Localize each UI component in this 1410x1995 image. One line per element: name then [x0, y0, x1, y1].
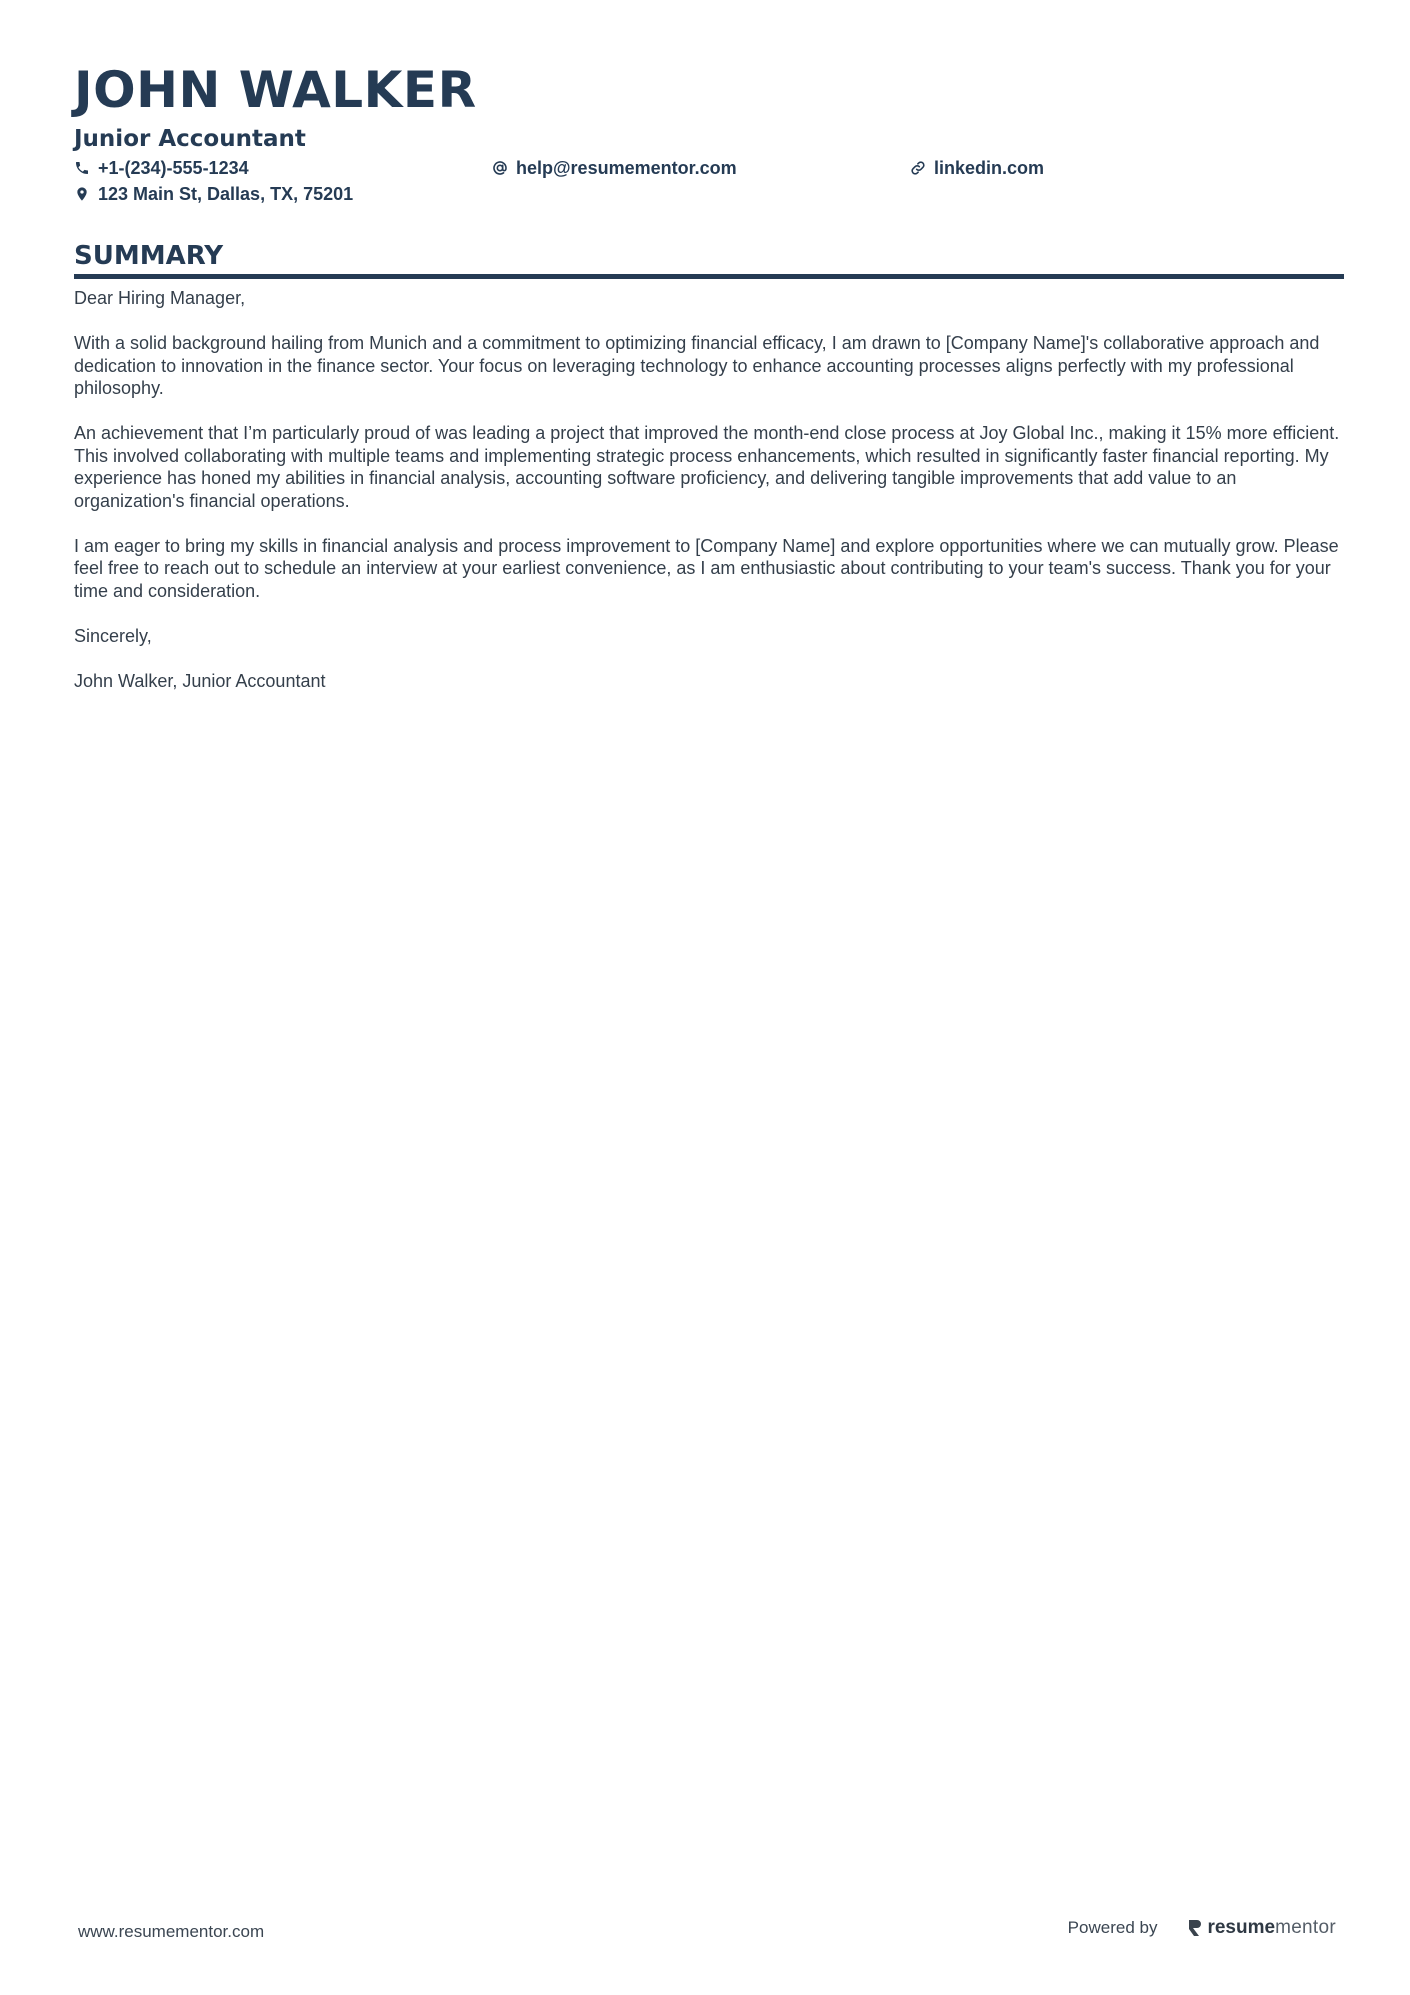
resumementor-logo-icon — [1187, 1918, 1203, 1938]
brand-logo[interactable] — [1187, 1917, 1336, 1939]
footer-website-link[interactable]: www.resumementor.com — [78, 1922, 265, 1941]
section-title-summary: SUMMARY — [74, 240, 1344, 279]
letter-body — [74, 287, 1344, 692]
letter-salutation: Dear Hiring Manager, — [74, 288, 246, 308]
brand-name-light: mentor — [1275, 1917, 1336, 1938]
location-pin-icon — [74, 186, 90, 202]
at-icon — [492, 160, 508, 176]
letter-signature: John Walker, Junior Accountant — [74, 670, 326, 691]
contact-phone-text: +1-(234)-555-1234 — [98, 158, 249, 178]
footer-branding — [1068, 1917, 1336, 1939]
letter-paragraph: I am eager to bring my skills in financial analysis and process improvement to [Company Name] and explore opportunities where we can mutually grow. Please feel free to reach out to schedule an interview at your earliest convenience, as I am enthusiastic about contributing to your team's success. Thank you for your time and consideration. — [74, 535, 1339, 601]
letter-paragraph: An achievement that I’m particularly proud of was leading a project that improved the month-end close process at Joy Global Inc., making it 15% more efficient. This involved collaborating with multiple teams and implementing strategic process enhancements, which resulted in significantly faster financial reporting. My experience has honed my abilities in financial analysis, accounting software proficiency, and delivering tangible improvements that add value to an organization's financial operations. — [74, 423, 1340, 511]
contact-phone[interactable] — [74, 156, 249, 180]
candidate-role: Junior Accountant — [74, 126, 306, 152]
contact-email[interactable] — [492, 156, 737, 180]
powered-by-label: Powered by — [1067, 1918, 1158, 1937]
candidate-name: JOHN WALKER — [74, 61, 477, 119]
brand-name-bold: resume — [1207, 1917, 1276, 1938]
contact-website-text: linkedin.com — [934, 158, 1045, 178]
cover-letter — [74, 58, 1344, 715]
contact-email-text: help@resumementor.com — [516, 158, 737, 178]
phone-icon — [74, 160, 90, 176]
contact-info — [74, 156, 1344, 210]
contact-address — [74, 182, 353, 206]
letter-closing: Sincerely, — [74, 625, 152, 646]
contact-website[interactable] — [910, 156, 1044, 180]
link-icon — [910, 160, 926, 176]
contact-address-text: 123 Main St, Dallas, TX, 75201 — [98, 184, 354, 204]
letter-paragraph: With a solid background hailing from Munich and a commitment to optimizing financial efficacy, I am drawn to [Company Name]'s collaborative approach and dedication to innovation in the finance sector. Your focus on leveraging technology to enhance accounting processes aligns perfectly with my professional philosophy. — [74, 333, 1320, 398]
